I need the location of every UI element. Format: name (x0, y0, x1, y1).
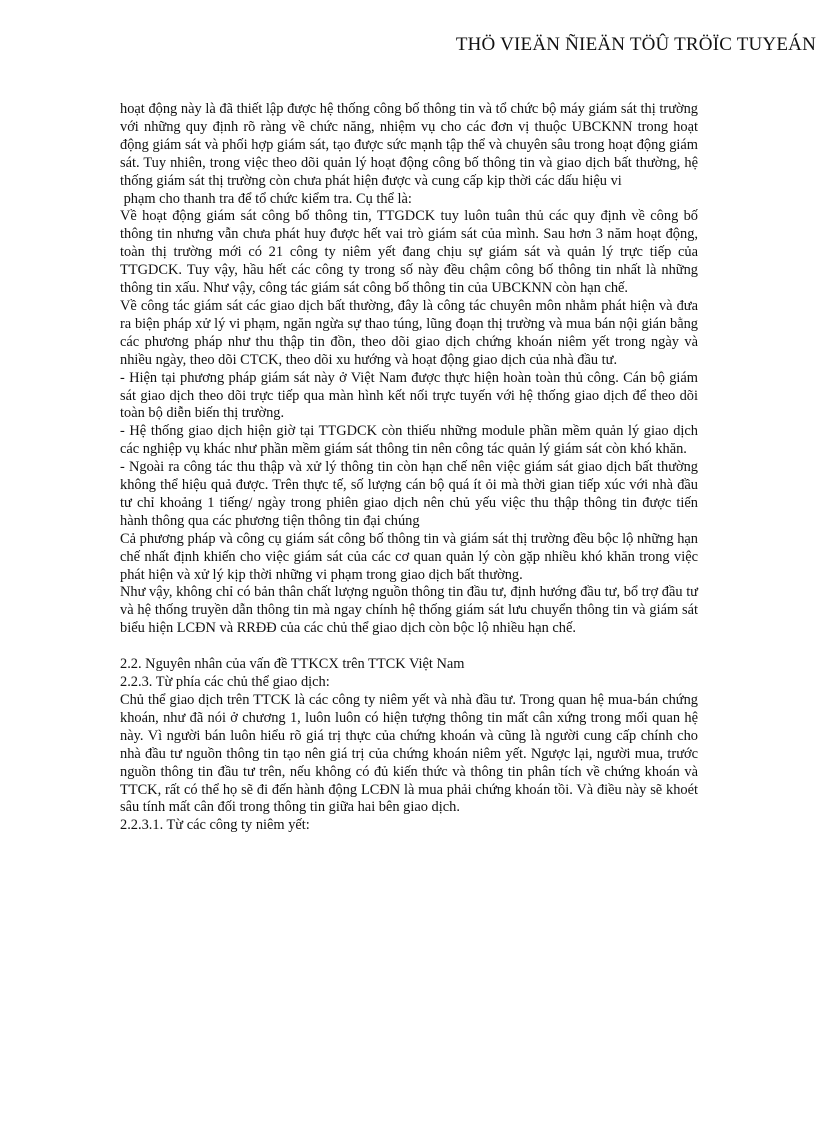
paragraph: Chủ thể giao dịch trên TTCK là các công ty niêm yết và nhà đầu tư. Trong quan hệ mua-bán chứng khoán, như đã nói ở chương 1, luôn luôn có hiện tượng thông tin mất cân xứng trong mối quan hệ này. Vì người bán luôn hiểu rõ giá trị thực của chứng khoán và cũng là người cung cấp chính cho nhà đầu tư nguồn thông tin tạo nên giá trị của chứng khoán niêm yết. Ngược lại, người mua, trước nguồn thông tin đầu tư trên, nếu không có đủ kiến thức và thông tin phân tích về chứng khoán và TTCK, rất có thể họ sẽ đi đến hành động LCĐN là mua phải chứng khoán tồi. Và điều này sẽ khoét sâu tính mất cân đối trong thông tin giữa hai bên giao dịch. (120, 692, 698, 816)
paragraph: - Ngoài ra công tác thu thập và xử lý thông tin còn hạn chế nên việc giám sát giao dịch bất thường không thể hiệu quả được. Trên thực tế, số lượng cán bộ quá ít ỏi mà thời gian tiếp xúc với nhà đầu tư chỉ khoảng 1 tiếng/ ngày trong phiên giao dịch nên chủ yếu việc thu thập thông tin được tiến hành thông qua các phương tiện thông tin đại chúng (120, 459, 698, 529)
paragraph: Về hoạt động giám sát công bố thông tin, TTGDCK tuy luôn tuân thủ các quy định về công bố thông tin nhưng vẫn chưa phát huy được hết vai trò giám sát của mình. Sau hơn 3 năm hoạt động, toàn thị trường mới có 21 công ty niêm yết đang chịu sự giám sát và quản lý trực tiếp của TTGDCK. Tuy vậy, hầu hết các công ty trong số này đều chậm công bố thông tin nhất là những thông tin xấu. Như vậy, công tác giám sát công bố thông tin của UBCKNN còn hạn chế. (120, 208, 698, 297)
section-heading: 2.2. Nguyên nhân của vấn đề TTKCX trên TTCK Việt Nam (120, 656, 465, 673)
paragraph: hoạt động này là đã thiết lập được hệ thống công bố thông tin và tổ chức bộ máy giám sát thị trường với những quy định rõ ràng về chức năng, nhiệm vụ cho các đơn vị thuộc UBCKNN trong hoạt động giám sát và phối hợp giám sát, tạo được sức mạnh tập thể và chuyên sâu trong hoạt động giám sát. Tuy nhiên, trong việc theo dõi quản lý hoạt động công bố thông tin và giao dịch bất thường, hệ thống giám sát thị trường còn chưa phát hiện được và cung cấp kịp thời các dấu hiệu vi (120, 101, 698, 189)
paragraph: Về công tác giám sát các giao dịch bất thường, đây là công tác chuyên môn nhằm phát hiện và đưa ra biện pháp xử lý vi phạm, ngăn ngừa sự thao túng, lũng đoạn thị trường và mua bán nội gián bằng các phương pháp như thu thập tin đồn, theo dõi giao dịch chứng khoán niêm yết trong ngày và nhiều ngày, theo dõi CTCK, theo dõi xu hướng và hoạt động giao dịch của nhà đầu tư. (120, 297, 698, 368)
paragraph: Như vậy, không chỉ có bản thân chất lượng nguồn thông tin đầu tư, định hướng đầu tư, bổ trợ đầu tư và hệ thống truyền dẫn thông tin mà ngay chính hệ thống giám sát lưu chuyển thông tin và giám sát biểu hiện LCĐN và RRĐĐ của các chủ thể giao dịch còn bộc lộ nhiều hạn chế. (120, 584, 698, 637)
paragraph: Cả phương pháp và công cụ giám sát công bố thông tin và giám sát thị trường đều bộc lộ những hạn chế nhất định khiến cho việc giám sát của các cơ quan quản lý còn gặp nhiều khó khăn trong việc phát hiện và xử lý kịp thời những vi phạm trong giao dịch bất thường. (120, 530, 698, 583)
page-header: THÖ VIEÄN ÑIEÄN TÖÛ TRÖÏC TUYEÁN (455, 34, 816, 55)
subsection-heading: 2.2.3.1. Từ các công ty niêm yết: (120, 817, 310, 834)
subsection-heading: 2.2.3. Từ phía các chủ thể giao dịch: (120, 674, 330, 691)
paragraph: - Hệ thống giao dịch hiện giờ tại TTGDCK còn thiếu những module phần mềm quản lý giao dịch các nghiệp vụ khác như phần mềm giám sát thông tin nên công tác quản lý giám sát còn khó khăn. (120, 423, 698, 458)
paragraph: - Hiện tại phương pháp giám sát này ở Việt Nam được thực hiện hoàn toàn thủ công. Cán bộ giám sát giao dịch theo dõi trực tiếp qua màn hình kết nối trực tuyến với hệ thống giao dịch để theo dõi toàn bộ diễn biến thị trường. (120, 369, 698, 422)
paragraph: phạm cho thanh tra để tổ chức kiểm tra. Cụ thể là: (120, 190, 412, 207)
document-body (120, 101, 698, 835)
section-gap (120, 638, 698, 656)
